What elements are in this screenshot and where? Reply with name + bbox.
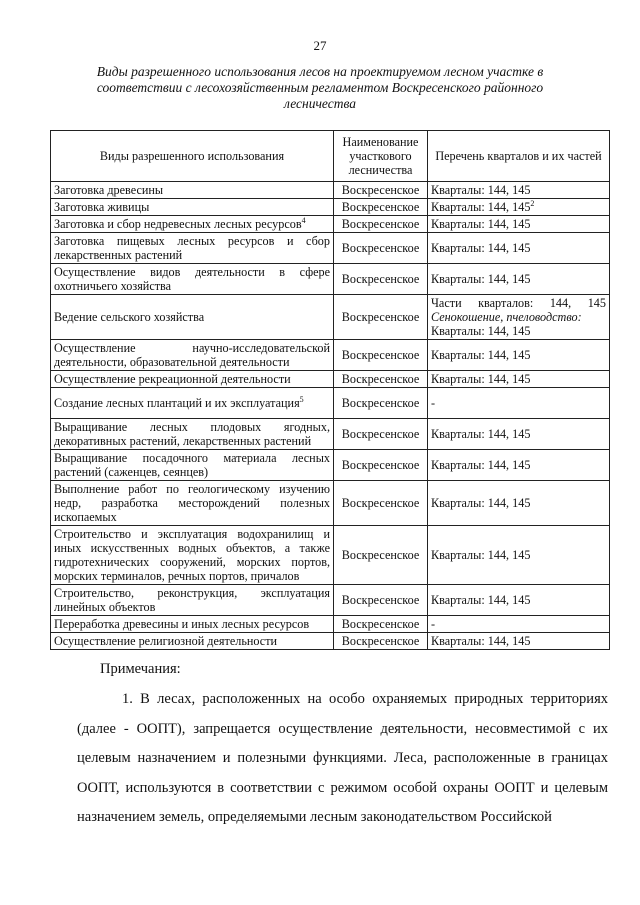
quarters-text: Кварталы: 144, 145 — [431, 200, 531, 214]
district-cell: Воскресенское — [334, 295, 428, 340]
table-row — [51, 633, 610, 650]
district-cell: Воскресенское — [334, 264, 428, 295]
footnote-marker: 5 — [299, 394, 304, 404]
table-row — [51, 450, 610, 481]
quarters-parts-line: Части кварталов: 144, 145 — [431, 296, 606, 310]
table-row — [51, 295, 610, 340]
quarters-cell: Кварталы: 144, 145 — [428, 371, 610, 388]
district-cell: Воскресенское — [334, 199, 428, 216]
usage-cell: Осуществление видов деятельности в сфере охотничьего хозяйства — [51, 264, 334, 295]
district-cell: Воскресенское — [334, 450, 428, 481]
table-row — [51, 182, 610, 199]
table-row — [51, 371, 610, 388]
quarters-cell: Кварталы: 144, 145 — [428, 526, 610, 585]
district-cell: Воскресенское — [334, 340, 428, 371]
quarters-activity-line: Сенокошение, пчеловодство: — [431, 310, 582, 324]
district-cell: Воскресенское — [334, 233, 428, 264]
usage-cell — [51, 216, 334, 233]
quarters-cell — [428, 199, 610, 216]
quarters-cell: - — [428, 616, 610, 633]
page-title: Виды разрешенного использования лесов на проектируемом лесном участке в соответствии с лесохозяйственным регламентом Воскресенского районного лесничества — [96, 64, 544, 111]
district-cell: Воскресенское — [334, 585, 428, 616]
quarters-cell — [428, 295, 610, 340]
footnote-marker: 4 — [301, 215, 306, 225]
table-row — [51, 199, 610, 216]
note-paragraph: 1. В лесах, расположенных на особо охраняемых природных территориях (далее - ООПТ), запрещается осуществление деятельности, несовместимой с их целевым назначением и полезными функциями. Леса, расположенные в границах ООПТ, используются в соответствии с режимом особой охраны ООПТ и целевым назначением земель, определяемыми лесным законодательством Российской — [77, 691, 608, 825]
quarters-cell: Кварталы: 144, 145 — [428, 182, 610, 199]
district-cell: Воскресенское — [334, 182, 428, 199]
usage-text: Создание лесных плантаций и их эксплуатация — [54, 396, 300, 410]
quarters-list-line: Кварталы: 144, 145 — [431, 324, 531, 338]
table-row — [51, 526, 610, 585]
usage-cell: Строительство, реконструкция, эксплуатация линейных объектов — [51, 585, 334, 616]
quarters-cell: Кварталы: 144, 145 — [428, 264, 610, 295]
table-row — [51, 216, 610, 233]
district-cell: Воскресенское — [334, 481, 428, 526]
table-row — [51, 264, 610, 295]
quarters-cell: Кварталы: 144, 145 — [428, 233, 610, 264]
header-district: Наименование участкового лесничества — [334, 131, 428, 182]
usage-cell: Осуществление религиозной деятельности — [51, 633, 334, 650]
quarters-cell: Кварталы: 144, 145 — [428, 585, 610, 616]
usage-text: Заготовка и сбор недревесных лесных ресурсов — [54, 217, 302, 231]
district-cell: Воскресенское — [334, 216, 428, 233]
table-row — [51, 585, 610, 616]
quarters-cell: Кварталы: 144, 145 — [428, 216, 610, 233]
usage-cell: Переработка древесины и иных лесных ресурсов — [51, 616, 334, 633]
usage-cell: Заготовка пищевых лесных ресурсов и сбор лекарственных растений — [51, 233, 334, 264]
table-row — [51, 388, 610, 419]
quarters-cell: Кварталы: 144, 145 — [428, 481, 610, 526]
page-number: 27 — [313, 38, 327, 53]
district-cell: Воскресенское — [334, 526, 428, 585]
table-row — [51, 340, 610, 371]
quarters-cell: - — [428, 388, 610, 419]
notes-heading: Примечания: — [100, 661, 181, 677]
table-row — [51, 616, 610, 633]
footnote-marker: 2 — [530, 198, 535, 208]
usage-cell: Строительство и эксплуатация водохранилищ и иных искусственных водных объектов, а также гидротехнических сооружений, морских портов, морских терминалов, речных портов, причалов — [51, 526, 334, 585]
usage-cell: Осуществление научно-исследовательской деятельности, образовательной деятельности — [51, 340, 334, 371]
usage-text: Заготовка древесины — [54, 183, 164, 197]
table-header-row — [51, 131, 610, 182]
table-row — [51, 233, 610, 264]
quarters-cell: Кварталы: 144, 145 — [428, 419, 610, 450]
quarters-cell: Кварталы: 144, 145 — [428, 450, 610, 481]
quarters-cell: Кварталы: 144, 145 — [428, 340, 610, 371]
usage-table — [50, 130, 610, 650]
usage-cell: Выращивание лесных плодовых ягодных, декоративных растений, лекарственных растений — [51, 419, 334, 450]
usage-cell: Ведение сельского хозяйства — [51, 295, 334, 340]
table-row — [51, 419, 610, 450]
header-usage-types: Виды разрешенного использования — [51, 131, 334, 182]
usage-cell: Выполнение работ по геологическому изучению недр, разработка месторождений полезных ископаемых — [51, 481, 334, 526]
district-cell: Воскресенское — [334, 633, 428, 650]
quarters-cell: Кварталы: 144, 145 — [428, 633, 610, 650]
usage-cell: Осуществление рекреационной деятельности — [51, 371, 334, 388]
district-cell: Воскресенское — [334, 371, 428, 388]
header-quarters: Перечень кварталов и их частей — [428, 131, 610, 182]
usage-cell — [51, 388, 334, 419]
district-cell: Воскресенское — [334, 388, 428, 419]
usage-text: Заготовка живицы — [54, 200, 150, 214]
usage-cell: Выращивание посадочного материала лесных растений (саженцев, сеянцев) — [51, 450, 334, 481]
district-cell: Воскресенское — [334, 616, 428, 633]
district-cell: Воскресенское — [334, 419, 428, 450]
table-row — [51, 481, 610, 526]
usage-cell — [51, 182, 334, 199]
usage-cell — [51, 199, 334, 216]
